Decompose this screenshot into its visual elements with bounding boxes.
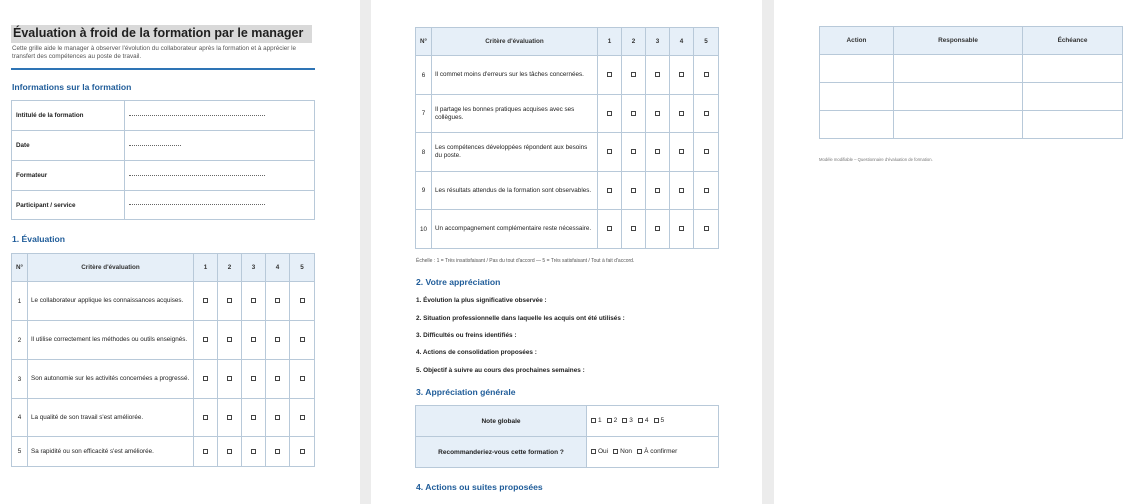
echeance-cell[interactable] [1023, 83, 1123, 111]
general-table [415, 405, 719, 468]
score-checkbox-3[interactable] [655, 226, 660, 231]
option-checkbox[interactable] [591, 418, 596, 423]
evaluation-heading: 1. Évaluation [12, 234, 66, 244]
criteria-body-part2 [416, 56, 719, 249]
note-row [416, 406, 719, 437]
score-cell [290, 437, 315, 467]
score-cell [218, 360, 242, 399]
score-checkbox-5[interactable] [300, 449, 305, 454]
actions-table [819, 26, 1123, 139]
criterion-number: 9 [416, 172, 432, 210]
criterion-row [12, 321, 315, 360]
score-cell [242, 399, 266, 437]
col-header-criterion: Critère d'évaluation [432, 28, 598, 56]
score-cell [622, 133, 646, 172]
info-label: Formateur [12, 161, 125, 191]
option-checkbox[interactable] [607, 418, 612, 423]
col-header-score-4: 4 [670, 28, 694, 56]
criteria-header-row [416, 28, 719, 56]
score-checkbox-2[interactable] [227, 449, 232, 454]
option-label: 1 [598, 417, 602, 424]
info-label: Participant / service [12, 191, 125, 220]
score-checkbox-1[interactable] [607, 188, 612, 193]
criterion-number: 7 [416, 95, 432, 133]
score-cell [598, 56, 622, 95]
score-checkbox-2[interactable] [631, 111, 636, 116]
criterion-row [416, 210, 719, 249]
option-item[interactable] [622, 417, 633, 424]
col-header-num: N° [416, 28, 432, 56]
score-cell [646, 210, 670, 249]
col-header-score-3: 3 [646, 28, 670, 56]
score-checkbox-3[interactable] [655, 111, 660, 116]
title-divider [11, 68, 315, 70]
score-checkbox-2[interactable] [631, 188, 636, 193]
scale-note: Échelle : 1 = Très insatisfaisant / Pas du tout d'accord — 5 = Très satisfaisant / Tout à fait d'accord. [416, 258, 635, 264]
col-header-score-2: 2 [218, 254, 242, 282]
criterion-row [12, 360, 315, 399]
criterion-text: Le collaborateur applique les connaissances acquises. [28, 282, 194, 321]
score-cell [194, 399, 218, 437]
score-cell [598, 95, 622, 133]
score-cell [598, 172, 622, 210]
score-cell [694, 172, 719, 210]
actions-header-row [820, 27, 1123, 55]
score-checkbox-1[interactable] [607, 226, 612, 231]
score-cell [622, 172, 646, 210]
info-label: Intitulé de la formation [12, 101, 125, 131]
recommend-label: Recommanderiez-vous cette formation ? [416, 437, 587, 468]
score-cell [622, 95, 646, 133]
col-header-score-5: 5 [694, 28, 719, 56]
footer-note: Modèle modifiable – Questionnaire d'évaluation de formation. [819, 157, 933, 162]
score-cell [242, 437, 266, 467]
score-cell [670, 56, 694, 95]
score-cell [670, 133, 694, 172]
col-header-score-2: 2 [622, 28, 646, 56]
criterion-number: 3 [12, 360, 28, 399]
score-checkbox-3[interactable] [655, 188, 660, 193]
score-checkbox-2[interactable] [631, 72, 636, 77]
score-cell [242, 360, 266, 399]
score-cell [646, 172, 670, 210]
actions-body [820, 55, 1123, 139]
actions-heading: 4. Actions ou suites proposées [416, 482, 543, 492]
option-item[interactable] [607, 417, 618, 424]
option-item[interactable] [637, 448, 677, 455]
criterion-text: Les résultats attendus de la formation sont observables. [432, 172, 598, 210]
criterion-text: La qualité de son travail s'est améliorée. [28, 399, 194, 437]
score-checkbox-4[interactable] [275, 415, 280, 420]
score-checkbox-5[interactable] [704, 188, 709, 193]
score-checkbox-3[interactable] [655, 72, 660, 77]
responsable-cell[interactable] [894, 111, 1023, 139]
score-cell [670, 210, 694, 249]
option-checkbox[interactable] [613, 449, 618, 454]
option-checkbox[interactable] [654, 418, 659, 423]
score-checkbox-2[interactable] [227, 337, 232, 342]
info-row [12, 161, 315, 191]
participant-field[interactable] [125, 191, 315, 220]
criterion-text: Son autonomie sur les activités concernées a progressé. [28, 360, 194, 399]
criterion-number: 4 [12, 399, 28, 437]
option-item[interactable] [654, 417, 665, 424]
score-cell [290, 321, 315, 360]
score-checkbox-3[interactable] [251, 337, 256, 342]
score-checkbox-2[interactable] [631, 149, 636, 154]
action-row [820, 83, 1123, 111]
col-header-criterion: Critère d'évaluation [28, 254, 194, 282]
criterion-row [12, 437, 315, 467]
col-header-score-5: 5 [290, 254, 315, 282]
appreciation-heading: 2. Votre appréciation [416, 277, 501, 287]
score-checkbox-5[interactable] [704, 149, 709, 154]
page-title: Évaluation à froid de la formation par le manager [11, 25, 312, 43]
info-row [12, 101, 315, 131]
score-cell [622, 56, 646, 95]
score-checkbox-4[interactable] [275, 298, 280, 303]
score-checkbox-2[interactable] [631, 226, 636, 231]
option-item[interactable] [613, 448, 632, 455]
score-cell [194, 437, 218, 467]
col-header-score-1: 1 [194, 254, 218, 282]
score-checkbox-5[interactable] [300, 415, 305, 420]
criterion-number: 6 [416, 56, 432, 95]
score-checkbox-3[interactable] [251, 298, 256, 303]
score-cell [218, 282, 242, 321]
info-section-heading: Informations sur la formation [12, 82, 132, 92]
recommend-options [587, 437, 719, 468]
note-label: Note globale [416, 406, 587, 437]
criteria-table-part1 [11, 253, 315, 467]
info-row [12, 191, 315, 220]
score-checkbox-1[interactable] [203, 376, 208, 381]
note-options [587, 406, 719, 437]
criteria-table-part2 [415, 27, 719, 249]
info-label: Date [12, 131, 125, 161]
score-checkbox-1[interactable] [203, 449, 208, 454]
question-2: 2. Situation professionnelle dans laquelle les acquis ont été utilisés : [416, 315, 625, 322]
col-header-num: N° [12, 254, 28, 282]
score-cell [218, 437, 242, 467]
score-cell [694, 210, 719, 249]
responsable-cell[interactable] [894, 83, 1023, 111]
criterion-text: Un accompagnement complémentaire reste nécessaire. [432, 210, 598, 249]
score-checkbox-5[interactable] [300, 376, 305, 381]
score-cell [290, 360, 315, 399]
score-checkbox-3[interactable] [251, 449, 256, 454]
date-field[interactable] [125, 131, 315, 161]
score-cell [694, 95, 719, 133]
option-item[interactable] [591, 448, 608, 455]
score-checkbox-5[interactable] [704, 72, 709, 77]
score-checkbox-4[interactable] [679, 111, 684, 116]
score-checkbox-5[interactable] [704, 226, 709, 231]
score-checkbox-4[interactable] [679, 72, 684, 77]
criterion-row [416, 56, 719, 95]
criterion-number: 10 [416, 210, 432, 249]
score-checkbox-2[interactable] [227, 298, 232, 303]
criterion-number: 2 [12, 321, 28, 360]
course-title-field[interactable] [125, 101, 315, 131]
criterion-row [416, 133, 719, 172]
score-cell [194, 321, 218, 360]
score-checkbox-4[interactable] [679, 226, 684, 231]
score-cell [218, 399, 242, 437]
action-cell[interactable] [820, 55, 894, 83]
col-header-echeance: Échéance [1023, 27, 1123, 55]
echeance-cell[interactable] [1023, 111, 1123, 139]
option-label: 2 [613, 417, 618, 424]
score-checkbox-1[interactable] [607, 72, 612, 77]
score-checkbox-1[interactable] [607, 149, 612, 154]
option-label: 3 [629, 417, 633, 424]
score-checkbox-4[interactable] [275, 449, 280, 454]
score-cell [266, 282, 290, 321]
score-cell [598, 210, 622, 249]
criterion-text: Il utilise correctement les méthodes ou outils enseignés. [28, 321, 194, 360]
action-row [820, 55, 1123, 83]
score-checkbox-3[interactable] [251, 376, 256, 381]
score-cell [290, 399, 315, 437]
criterion-row [416, 95, 719, 133]
option-checkbox[interactable] [591, 449, 596, 454]
info-row [12, 131, 315, 161]
page-1 [0, 0, 360, 504]
question-4: 4. Actions de consolidation proposées : [416, 349, 537, 356]
option-checkbox[interactable] [622, 418, 627, 423]
score-cell [646, 133, 670, 172]
score-cell [218, 321, 242, 360]
question-5: 5. Objectif à suivre au cours des prochaines semaines : [416, 367, 585, 374]
score-cell [670, 95, 694, 133]
score-checkbox-4[interactable] [679, 188, 684, 193]
criterion-number: 5 [12, 437, 28, 467]
score-cell [242, 282, 266, 321]
score-cell [670, 172, 694, 210]
score-checkbox-2[interactable] [227, 376, 232, 381]
score-cell [622, 210, 646, 249]
action-cell[interactable] [820, 83, 894, 111]
score-checkbox-1[interactable] [203, 298, 208, 303]
score-cell [194, 282, 218, 321]
echeance-cell[interactable] [1023, 55, 1123, 83]
col-header-score-3: 3 [242, 254, 266, 282]
score-cell [694, 56, 719, 95]
criterion-text: Les compétences développées répondent aux besoins du poste. [432, 133, 598, 172]
option-label: 5 [660, 417, 665, 424]
criterion-row [416, 172, 719, 210]
question-3: 3. Difficultés ou freins identifiés : [416, 332, 517, 339]
action-cell[interactable] [820, 111, 894, 139]
info-table [11, 100, 315, 220]
option-checkbox[interactable] [638, 418, 643, 423]
score-cell [646, 56, 670, 95]
score-cell [266, 360, 290, 399]
score-checkbox-5[interactable] [704, 111, 709, 116]
col-header-action: Action [820, 27, 894, 55]
score-checkbox-2[interactable] [227, 415, 232, 420]
criteria-header-row [12, 254, 315, 282]
score-cell [598, 133, 622, 172]
col-header-score-4: 4 [266, 254, 290, 282]
intro-text: Cette grille aide le manager à observer l'évolution du collaborateur après la formation et à apprécier le transfert des compétences au poste de travail. [12, 45, 297, 60]
option-label: À confirmer [644, 448, 678, 455]
trainer-field[interactable] [125, 161, 315, 191]
criterion-row [12, 282, 315, 321]
score-checkbox-4[interactable] [275, 337, 280, 342]
score-cell [266, 321, 290, 360]
score-cell [646, 95, 670, 133]
general-heading: 3. Appréciation générale [416, 387, 516, 397]
score-checkbox-1[interactable] [607, 111, 612, 116]
score-checkbox-4[interactable] [679, 149, 684, 154]
responsable-cell[interactable] [894, 55, 1023, 83]
score-checkbox-4[interactable] [275, 376, 280, 381]
score-cell [266, 437, 290, 467]
criterion-row [12, 399, 315, 437]
score-checkbox-3[interactable] [655, 149, 660, 154]
action-row [820, 111, 1123, 139]
option-item[interactable] [591, 417, 602, 424]
option-label: Non [620, 448, 633, 455]
score-checkbox-3[interactable] [251, 415, 256, 420]
score-checkbox-1[interactable] [203, 337, 208, 342]
criteria-body-part1 [12, 282, 315, 467]
col-header-responsable: Responsable [894, 27, 1023, 55]
question-1: 1. Évolution la plus significative observée : [416, 297, 547, 304]
recommend-row [416, 437, 719, 468]
score-cell [266, 399, 290, 437]
criterion-number: 8 [416, 133, 432, 172]
score-checkbox-5[interactable] [300, 298, 305, 303]
criterion-text: Sa rapidité ou son efficacité s'est améliorée. [28, 437, 194, 467]
criterion-number: 1 [12, 282, 28, 321]
option-label: 4 [644, 417, 649, 424]
option-checkbox[interactable] [637, 449, 642, 454]
score-cell [694, 133, 719, 172]
score-cell [290, 282, 315, 321]
col-header-score-1: 1 [598, 28, 622, 56]
option-item[interactable] [638, 417, 649, 424]
option-label: Oui [598, 448, 609, 455]
score-checkbox-5[interactable] [300, 337, 305, 342]
criterion-text: Il commet moins d'erreurs sur les tâches concernées. [432, 56, 598, 95]
score-checkbox-1[interactable] [203, 415, 208, 420]
score-cell [194, 360, 218, 399]
score-cell [242, 321, 266, 360]
criterion-text: Il partage les bonnes pratiques acquises avec ses collègues. [432, 95, 598, 133]
